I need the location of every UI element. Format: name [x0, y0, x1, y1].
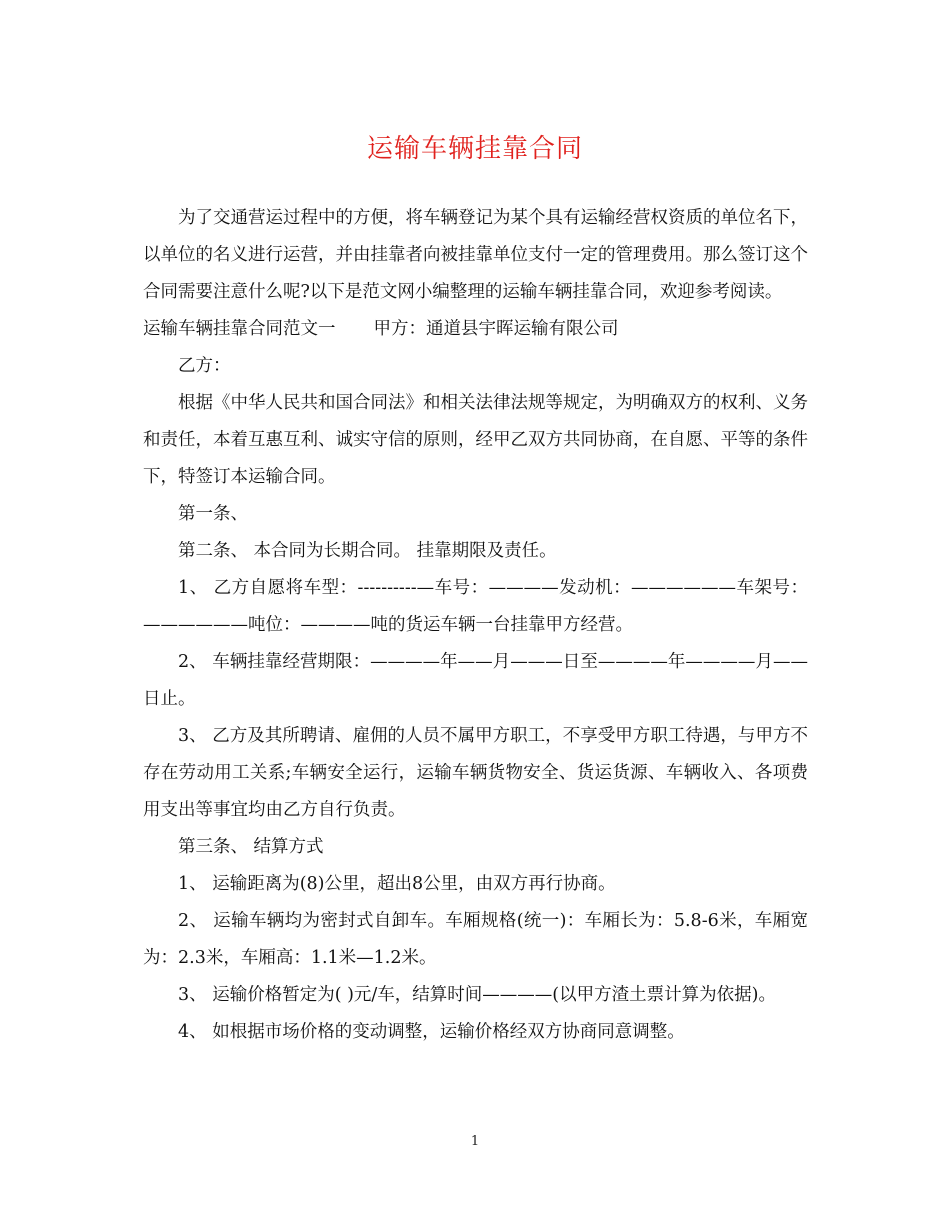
intro-paragraph: 为了交通营运过程中的方便，将车辆登记为某个具有运输经营权资质的单位名下，以单位的名义进行运营，并由挂靠者向被挂靠单位支付一定的管理费用。那么签订这个合同需要注意什么呢?以下是范文网小编整理的运输车辆挂靠合同，欢迎参考阅读。: [143, 208, 808, 302]
article-2-item-1: 1、 乙方自愿将车型：----------—车号：————发动机：——————车架号：——————吨位：————吨的货运车辆一台挂靠甲方经营。: [143, 578, 808, 635]
page-number: 1: [470, 1134, 480, 1149]
article-2: 第二条、 本合同为长期合同。 挂靠期限及责任。: [178, 541, 557, 561]
article-3: 第三条、 结算方式: [178, 837, 324, 857]
article-3-item-3: 3、 运输价格暂定为( )元/车，结算时间————(以甲方渣土票计算为依据)。: [178, 985, 776, 1005]
document-body: [143, 200, 808, 1051]
document-title: 运输车辆挂靠合同: [366, 134, 583, 164]
article-1: 第一条、: [178, 504, 248, 524]
preamble-paragraph: 根据《中华人民共和国合同法》和相关法律法规等规定，为明确双方的权利、义务和责任，本着互惠互利、诚实守信的原则，经甲乙双方共同协商，在自愿、平等的条件下，特签订本运输合同。: [143, 393, 808, 487]
article-2-item-2: 2、 车辆挂靠经营期限：————年——月———日至————年————月——日止。: [143, 652, 808, 709]
sample-heading: 运输车辆挂靠合同范文一: [143, 319, 336, 339]
article-3-item-2: 2、 运输车辆均为密封式自卸车。车厢规格(统一)：车厢长为：5.8-6米，车厢宽为：2.3米，车厢高：1.1米—1.2米。: [143, 911, 808, 968]
article-3-item-4: 4、 如根据市场价格的变动调整，运输价格经双方协商同意调整。: [178, 1022, 685, 1042]
article-2-item-3: 3、 乙方及其所聘请、雇佣的人员不属甲方职工，不享受甲方职工待遇，与甲方不存在劳动用工关系;车辆安全运行，运输车辆货物安全、货运货源、车辆收入、各项费用支出等事宜均由乙方自行负责。: [143, 726, 808, 820]
article-3-item-1: 1、 运输距离为(8)公里，超出8公里，由双方再行协商。: [178, 874, 616, 894]
party-b: 乙方：: [178, 356, 231, 376]
party-a: 甲方：通道县宇晖运输有限公司: [373, 319, 619, 339]
sample-heading-line: [143, 311, 808, 348]
